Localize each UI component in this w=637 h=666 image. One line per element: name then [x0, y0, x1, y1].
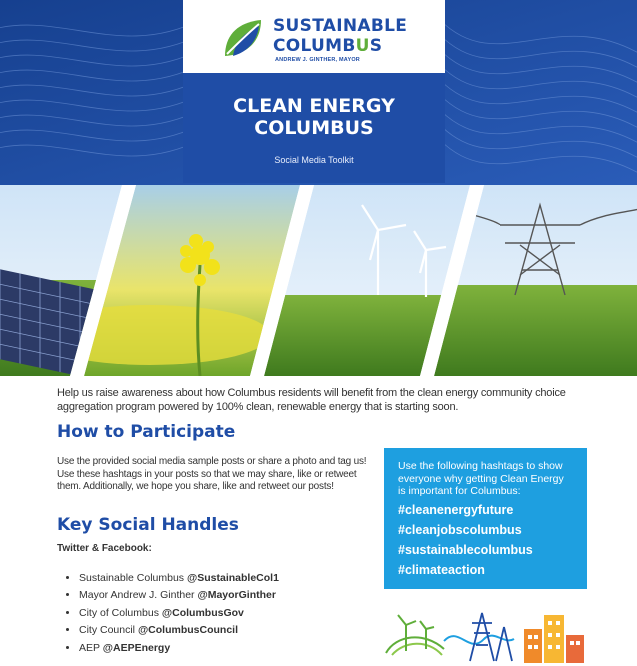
leaf-logo-icon — [221, 16, 267, 62]
handle-link[interactable]: @ColumbusGov — [161, 606, 244, 619]
hashtag-item[interactable]: #sustainablecolumbus — [398, 542, 533, 557]
hero-banner — [0, 0, 637, 185]
list-item: • City of Columbus @ColumbusGov — [79, 605, 279, 622]
hero-card — [183, 0, 445, 183]
handle-link[interactable]: @SustainableCol1 — [186, 572, 279, 584]
clean-energy-illustration — [384, 605, 589, 666]
list-item: • Sustainable Columbus @SustainableCol1 — [79, 570, 279, 587]
list-item: • City Council @ColumbusCouncil — [79, 622, 279, 639]
logo-box — [183, 0, 445, 73]
handle-link[interactable]: @AEPEnergy — [102, 641, 171, 654]
logo-text-mayor: ANDREW J. GINTHER, MAYOR — [275, 57, 360, 63]
handles-heading: Key Social Handles — [57, 515, 239, 535]
hashtag-intro: Use the following hashtags to show everyone why getting Clean Energy is important for Columbus: — [398, 460, 564, 497]
logo-text-columbus: COLUMBUS — [273, 36, 383, 56]
logo-text-sustainable: SUSTAINABLE — [273, 16, 408, 36]
list-item: • Mayor Andrew J. Ginther @MayorGinther — [79, 587, 279, 604]
page-subtitle: Social Media Toolkit — [274, 155, 354, 165]
title-box — [183, 73, 445, 183]
hashtag-item[interactable]: #cleanenergyfuture — [398, 502, 514, 517]
handle-link[interactable]: @MayorGinther — [197, 589, 276, 602]
participate-paragraph: Use the provided social media sample posts or share a photo and tag us! Use these hashtags in your posts so that we may share, like or retweet them. Additionally, we hope you share, like and retweet our posts! — [57, 456, 367, 492]
hashtag-box — [384, 448, 587, 589]
hashtag-item[interactable]: #climateaction — [398, 562, 485, 577]
twitter-facebook-label: Twitter & Facebook: — [57, 543, 152, 554]
page-title: CLEAN ENERGY COLUMBUS — [233, 95, 395, 139]
energy-photo-collage — [0, 185, 637, 376]
participate-heading: How to Participate — [57, 422, 236, 442]
hashtag-item[interactable]: #cleanjobscolumbus — [398, 522, 522, 537]
photo-strip — [0, 185, 637, 376]
intro-paragraph: Help us raise awareness about how Columbus residents will benefit from the clean energy community choice aggregation program powered by 100% clean, renewable energy that is starting soon. — [57, 387, 566, 413]
handles-list — [57, 570, 279, 657]
handle-link[interactable]: @ColumbusCouncil — [137, 624, 239, 637]
list-item: • AEP @AEPEnergy — [79, 640, 279, 657]
